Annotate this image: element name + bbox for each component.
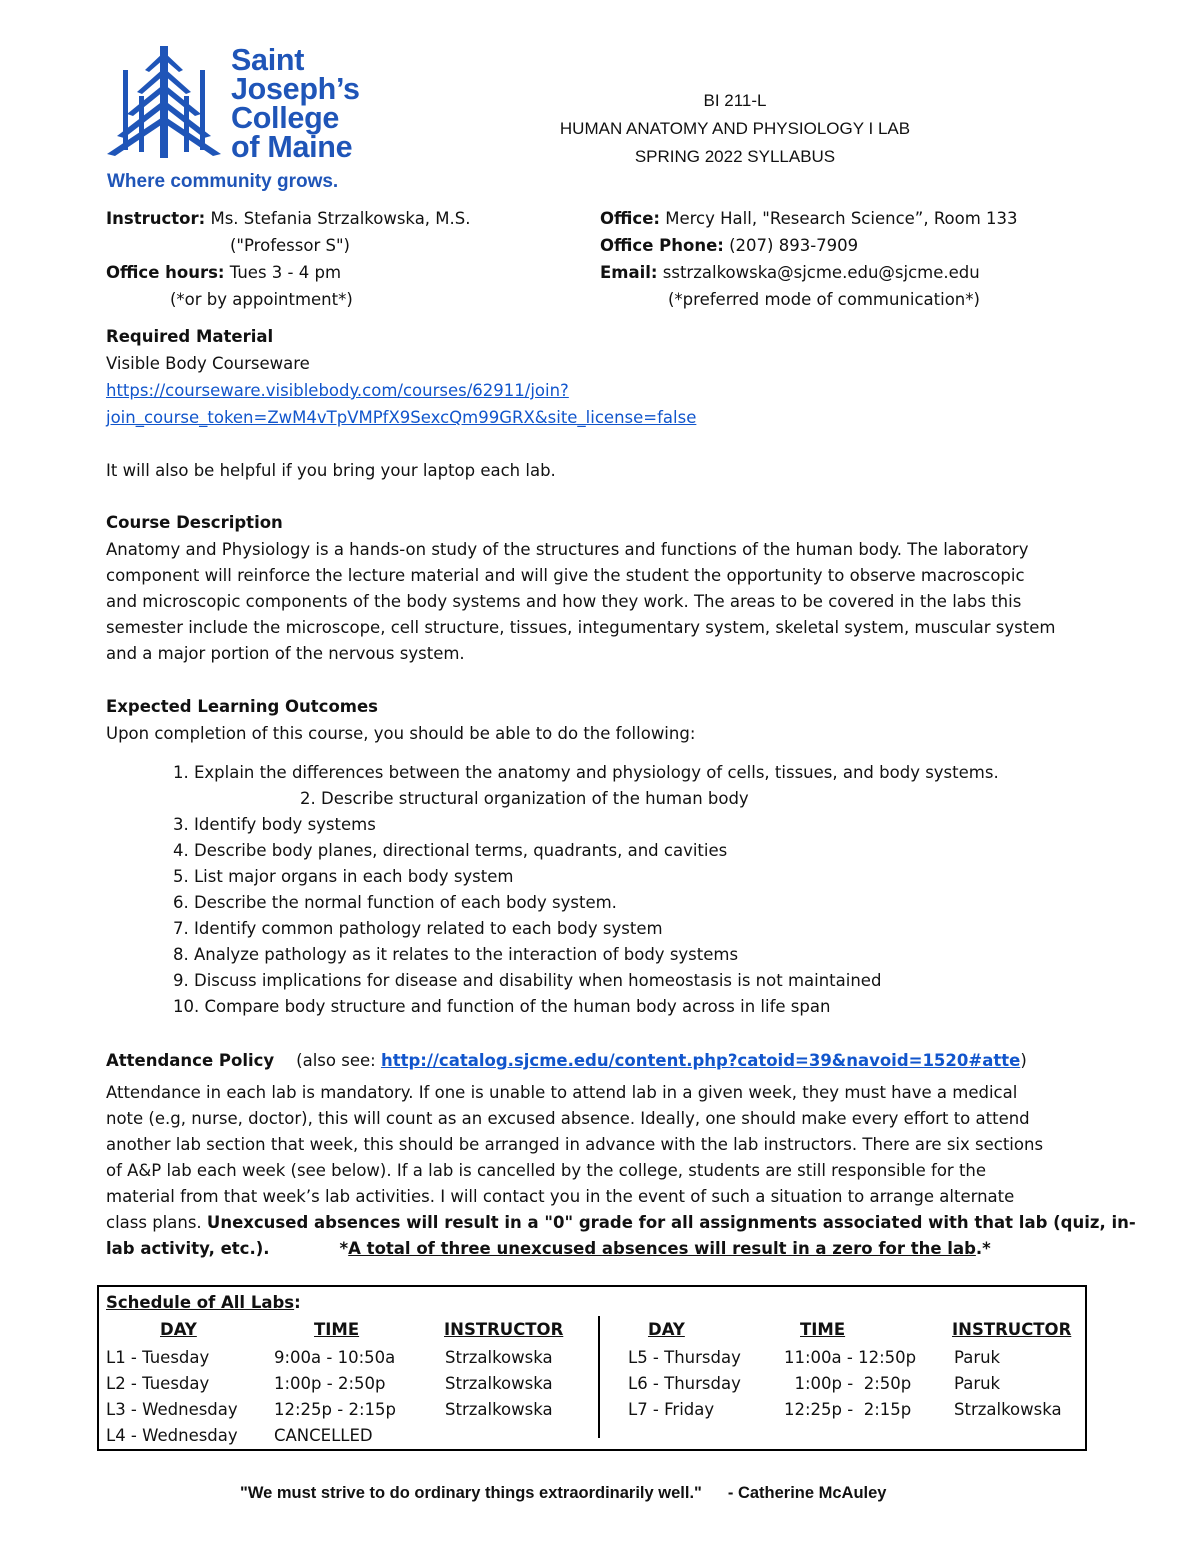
office-phone-line [600,233,858,259]
footer-quote: "We must strive to do ordinary things extraordinarily well." [240,1484,702,1502]
email-note: (*preferred mode of communication*) [668,290,980,309]
attendance-line6-normal: class plans. [106,1213,207,1232]
outcome-item: 8. Analyze pathology as it relates to the interaction of body systems [173,945,739,964]
lab-day: L7 - Friday [628,1400,715,1419]
schedule-heading-line [106,1290,301,1316]
attendance-see-suffix: ) [1020,1051,1027,1070]
attendance-line: another lab section that week, this should be arranged in advance with the lab instructors. There are six sections [106,1135,1044,1154]
office-hours-label: Office hours: [106,263,225,282]
course-code: BI 211-L [703,91,767,110]
attendance-line: Attendance in each lab is mandatory. If one is unable to attend lab in a given week, they must have a medical [106,1083,1018,1102]
lab-instructor: Strzalkowska [445,1348,553,1367]
lab-day: L2 - Tuesday [106,1374,210,1393]
schedule-heading-colon: : [294,1293,301,1312]
attendance-line [106,1210,1136,1236]
instructor-nickname: ("Professor S") [230,236,350,255]
course-header [505,87,965,171]
lab-instructor: Paruk [954,1348,1001,1367]
description-line: and a major portion of the nervous system. [106,644,465,663]
logo-line: Saint [231,43,305,77]
email-line [600,260,980,286]
outcome-item: 5. List major organs in each body system [173,867,514,886]
instructor-value: Ms. Stefania Strzalkowska, M.S. [205,209,471,228]
col-header-time: TIME [800,1320,846,1339]
lab-day: L4 - Wednesday [106,1426,238,1445]
lab-time: 1:00p - 2:50p [784,1374,912,1393]
required-material-item: Visible Body Courseware [106,354,310,373]
attendance-star: * [339,1239,349,1258]
attendance-line: note (e.g, nurse, doctor), this will count as an excused absence. Ideally, one should make every effort to attend [106,1109,1030,1128]
attendance-line: of A&P lab each week (see below). If a lab is cancelled by the college, students are still responsible for the [106,1161,987,1180]
schedule-divider [598,1316,600,1438]
course-title: HUMAN ANATOMY AND PHYSIOLOGY I LAB [559,119,911,138]
col-header-instructor: INSTRUCTOR [444,1320,564,1339]
outcome-item: 3. Identify body systems [173,815,376,834]
col-header-day: DAY [648,1320,685,1339]
lab-time: CANCELLED [274,1426,373,1445]
lab-time: 12:25p - 2:15p [784,1400,912,1419]
lab-day: L1 - Tuesday [106,1348,210,1367]
office-phone-value: (207) 893-7909 [723,236,859,255]
lab-time: 12:25p - 2:15p [274,1400,396,1419]
outcome-item: 7. Identify common pathology related to each body system [173,919,663,938]
col-header-day: DAY [160,1320,197,1339]
col-header-instructor: INSTRUCTOR [952,1320,1072,1339]
description-line: semester include the microscope, cell structure, tissues, integumentary system, skeletal system, muscular system [106,618,1056,637]
pine-tree-icon [105,46,223,158]
lab-time: 1:00p - 2:50p [274,1374,386,1393]
office-value: Mercy Hall, "Research Science”, Room 133 [660,209,1018,228]
laptop-note: It will also be helpful if you bring your laptop each lab. [106,461,556,480]
logo-line: Joseph’s [231,72,360,106]
catalog-link[interactable]: http://catalog.sjcme.edu/content.php?catoid=39&navoid=1520#atte [380,1051,1021,1070]
courseware-link-line1[interactable]: https://courseware.visiblebody.com/courses/62911/join? [106,381,569,400]
courseware-link-line2[interactable]: join_course_token=ZwM4vTpVMPfX9SexcQm99GRX&site_license=false [106,408,697,427]
office-hours-line [106,260,341,286]
required-material-heading: Required Material [106,327,274,346]
attendance-line6-bold: Unexcused absences will result in a "0" grade for all assignments associated with that lab (quiz, in- [206,1213,1136,1232]
outcomes-heading: Expected Learning Outcomes [106,697,378,716]
description-line: and microscopic components of the body systems and how they work. The areas to be covered in the labs this [106,592,1022,611]
lab-instructor: Paruk [954,1374,1001,1393]
logo-line: of Maine [231,130,353,164]
lab-time: 9:00a - 10:50a [274,1348,396,1367]
description-line: Anatomy and Physiology is a hands-on study of the structures and functions of the human body. The laboratory [106,540,1029,559]
attendance-line: material from that week’s lab activities. I will contact you in the event of such a situation to arrange alternate [106,1187,1015,1206]
outcome-list [173,812,881,1020]
attendance-line [106,1236,1136,1262]
outcome-item: 9. Discuss implications for disease and disability when homeostasis is not maintained [173,971,882,990]
office-hours-value: Tues 3 - 4 pm [224,263,342,282]
attendance-body [106,1080,1136,1262]
lab-instructor: Strzalkowska [445,1400,553,1419]
course-term: SPRING 2022 SYLLABUS [634,147,836,166]
course-description-heading: Course Description [106,513,283,532]
office-line [600,206,1018,232]
instructor-line [106,206,471,232]
lab-instructor: Strzalkowska [445,1374,553,1393]
lab-instructor: Strzalkowska [954,1400,1062,1419]
lab-day: L3 - Wednesday [106,1400,238,1419]
outcome-item: 4. Describe body planes, directional terms, quadrants, and cavities [173,841,728,860]
course-description-body [106,537,1055,667]
office-phone-label: Office Phone: [600,236,724,255]
email-label: Email: [600,263,658,282]
lab-day: L5 - Thursday [628,1348,741,1367]
logo-tagline: Where community grows. [107,171,339,192]
col-header-time: TIME [314,1320,360,1339]
attendance-heading: Attendance Policy [106,1051,275,1070]
zero-warning: A total of three unexcused absences will result in a zero for the lab [348,1239,976,1258]
outcomes-intro: Upon completion of this course, you should be able to do the following: [106,724,696,743]
logo-line: College [231,101,340,135]
instructor-label: Instructor: [106,209,206,228]
outcome-item: 6. Describe the normal function of each body system. [173,893,617,912]
lab-day: L6 - Thursday [628,1374,741,1393]
lab-time: 11:00a - 12:50p [784,1348,917,1367]
schedule-heading: Schedule of All Labs [106,1293,295,1312]
description-line: component will reinforce the lecture material and will give the student the opportunity to observe macroscopic [106,566,1025,585]
attendance-line7-bold: lab activity, etc.). [106,1239,270,1258]
outcome-item: 1. Explain the differences between the anatomy and physiology of cells, tissues, and body systems. [173,763,999,782]
footer-quote-author: - Catherine McAuley [727,1484,887,1502]
attendance-heading-line [106,1048,1027,1074]
attendance-see-prefix: (also see: [296,1051,381,1070]
outcome-item: 10. Compare body structure and function of the human body across in life span [173,997,831,1016]
attendance-star: .* [975,1239,991,1258]
footer-quote-line [240,1484,886,1503]
office-hours-note: (*or by appointment*) [170,290,353,309]
college-logo [105,44,415,194]
outcome-item: 2. Describe structural organization of the human body [300,789,749,808]
email-value: sstrzalkowska@sjcme.edu@sjcme.edu [657,263,980,282]
office-label: Office: [600,209,660,228]
